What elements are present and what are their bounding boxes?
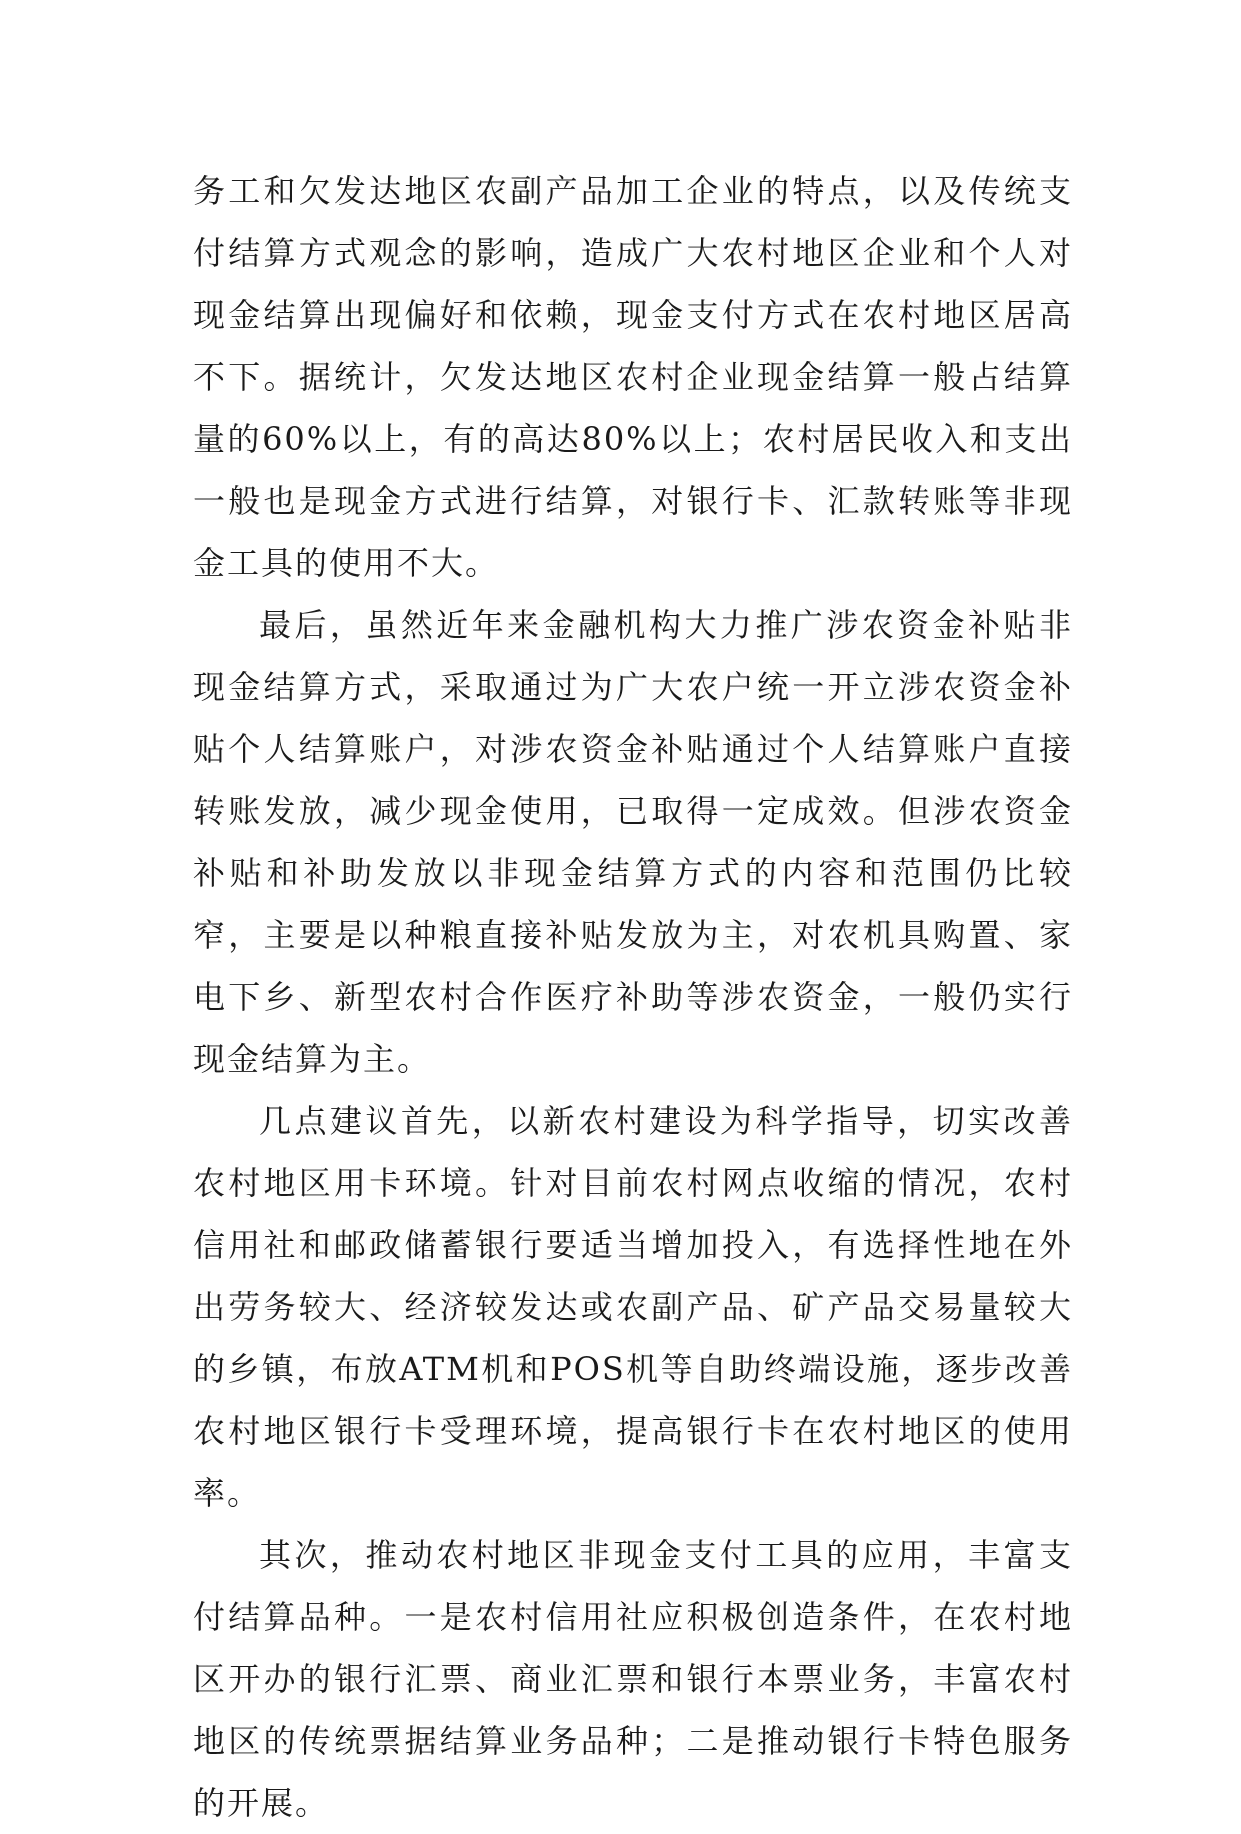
paragraph-finally: 最后，虽然近年来金融机构大力推广涉农资金补贴非现金结算方式，采取通过为广大农户统一开立涉农资金补贴个人结算账户，对涉农资金补贴通过个人结算账户直接转账发放，减少现金使用，已取得一定成效。但涉农资金补贴和补助发放以非现金结算方式的内容和范围仍比较窄，主要是以种粮直接补贴发放为主，对农机具购置、家电下乡、新型农村合作医疗补助等涉农资金，一般仍实行现金结算为主。 [193,606,1073,1078]
paragraph-suggestions-first: 几点建议首先，以新农村建设为科学指导，切实改善农村地区用卡环境。针对目前农村网点收缩的情况，农村信用社和邮政储蓄银行要适当增加投入，有选择性地在外出劳务较大、经济较发达或农副产品、矿产品交易量较大的乡镇，布放ATM机和POS机等自助终端设施，逐步改善农村地区银行卡受理环境，提高银行卡在农村地区的使用率。 [193,1102,1073,1512]
document-body [193,160,1073,1834]
paragraph-second: 其次，推动农村地区非现金支付工具的应用，丰富支付结算品种。一是农村信用社应积极创造条件，在农村地区开办的银行汇票、商业汇票和银行本票业务，丰富农村地区的传统票据结算业务品种；二是推动银行卡特色服务的开展。 [193,1536,1073,1822]
paragraph-continued: 务工和欠发达地区农副产品加工企业的特点，以及传统支付结算方式观念的影响，造成广大农村地区企业和个人对现金结算出现偏好和依赖，现金支付方式在农村地区居高不下。据统计，欠发达地区农村企业现金结算一般占结算量的60%以上，有的高达80%以上；农村居民收入和支出一般也是现金方式进行结算，对银行卡、汇款转账等非现金工具的使用不大。 [193,172,1073,582]
